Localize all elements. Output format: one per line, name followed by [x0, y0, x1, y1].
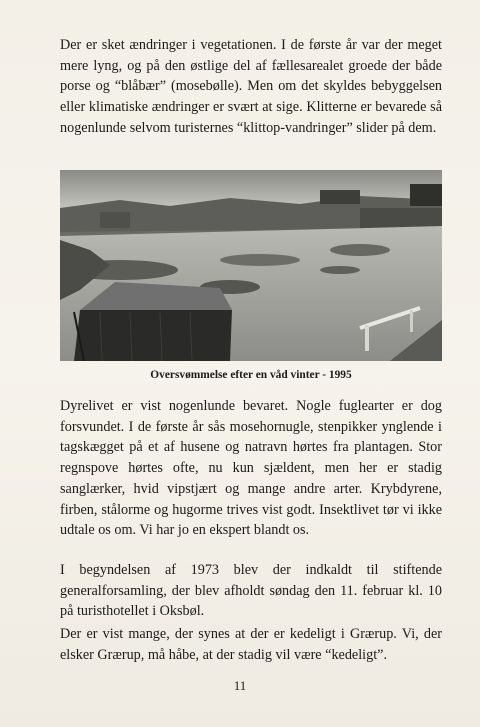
paragraph-closing: Der er vist mange, der synes at der er kedeligt i Grærup. Vi, der elsker Grærup, må håbe, at der stadig vil være “kedeligt”.	[60, 626, 442, 663]
flood-photo	[60, 170, 442, 361]
photo-caption: Oversvømmelse efter en våd vinter - 1995	[150, 369, 352, 381]
page-number: 11	[233, 678, 247, 693]
paragraph-founding: I begyndelsen af 1973 blev der indkaldt til stiftende generalforsamling, der blev afholdt søndag den 11. februar kl. 10 på turisthotellet i Oksbøl.	[60, 562, 442, 620]
paragraph-vegetation: Der er sket ændringer i vegetationen. I de første år var der meget mere lyng, og på den østlige del af fællesarealet groede der både porse og “blåbær” (mosebølle). Men om det skyldes bebyggelsen eller klimatiske ændringer er svært at sige. Klitterne er bevarede så nogenlunde selvom turisternes “klittop-vandringer” slider på dem.	[60, 37, 442, 136]
flood-photo-image	[60, 170, 442, 361]
paragraph-wildlife: Dyrelivet er vist nogenlunde bevaret. Nogle fuglearter er dog forsvundet. I de første år sås mosehornugle, stenpikker ynglende i tagskægget på et af husene og natravn hørtes fra plantagen. Stor regnspove hørtes ofte, nu kun sjældent, men her er stadig sanglærker, hvid vipstjært og mange andre arter. Krybdyrene, firben, stålorme og hugorme trives vist godt. Insektlivet tør vi ikke udtale os om. Vi har jo en ekspert blandt os.	[60, 398, 442, 539]
